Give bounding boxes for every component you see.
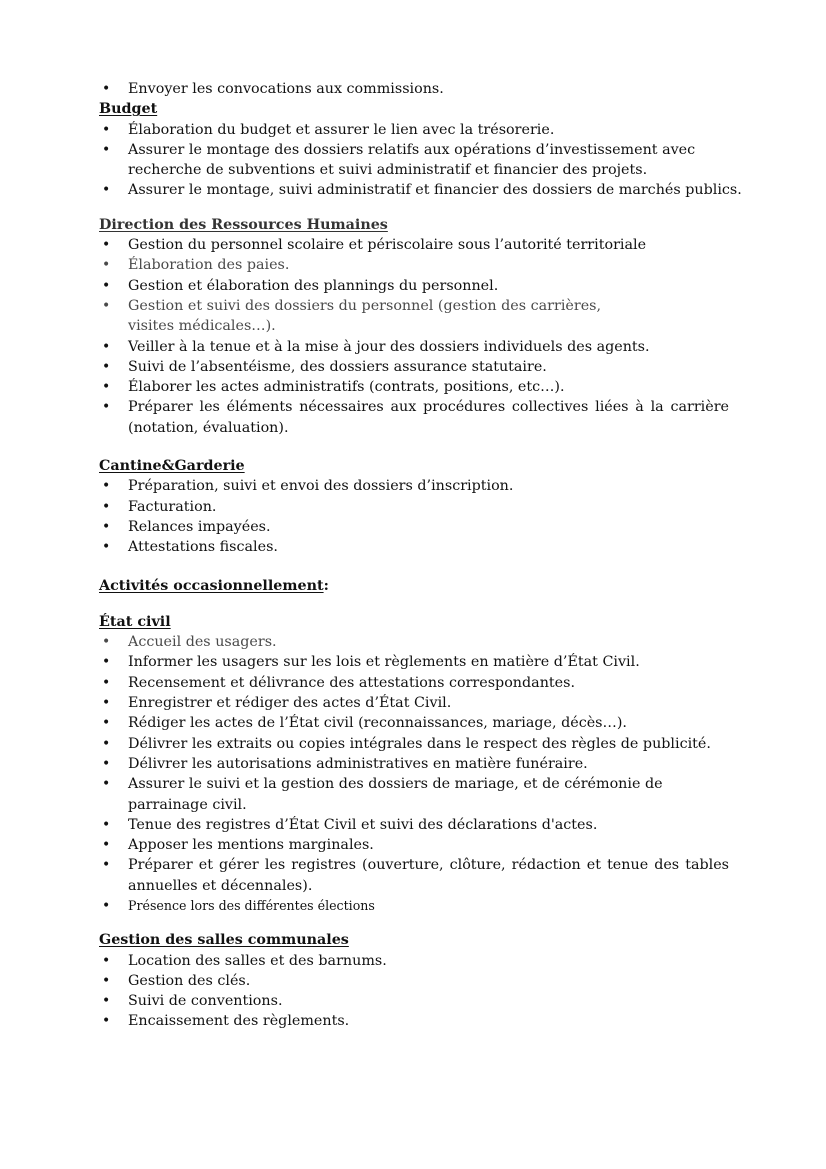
salles-list (99, 951, 729, 1032)
bullet-icon: • (102, 81, 111, 97)
list-item: • Préparer et gérer les registres (ouverture, clôture, rédaction et tenue des tables annuelles et décennales). (102, 857, 729, 894)
list-item: • Rédiger les actes de l’État civil (reconnaissances, mariage, décès…). (99, 713, 729, 733)
intro-list (99, 79, 729, 99)
bullet-icon: • (102, 952, 111, 969)
bullet-icon: • (102, 695, 111, 712)
list-item: • Apposer les mentions marginales. (99, 835, 729, 855)
list-item: • Relances impayées. (99, 517, 729, 537)
section-heading-etat-civil: État civil (99, 613, 171, 630)
bullet-icon: • (102, 634, 111, 651)
bullet-icon: • (102, 755, 111, 772)
etat-civil-list (99, 632, 729, 916)
list-item: • Présence lors des différentes élections (99, 896, 729, 916)
list-item: • Gestion et suivi des dossiers du personnel (gestion des carrières, visites médicales…). (102, 297, 602, 335)
bullet-icon: • (102, 498, 111, 515)
bullet-icon: • (102, 338, 111, 355)
bullet-icon: • (102, 297, 111, 314)
section-heading-rh: Direction des Ressources Humaines (99, 216, 388, 233)
bullet-icon: • (102, 857, 111, 874)
bullet-icon: • (102, 715, 111, 732)
bullet-icon: • (102, 399, 111, 416)
bullet-icon: • (102, 478, 111, 495)
list-item: • Envoyer les convocations aux commissions. (99, 79, 729, 99)
section-heading-cantine: Cantine&Garderie (99, 458, 245, 475)
bullet-icon: • (102, 257, 111, 274)
list-item: • Gestion des clés. (99, 971, 729, 991)
bullet-icon: • (102, 674, 111, 691)
bullet-icon: • (102, 972, 111, 989)
bullet-icon: • (102, 816, 111, 833)
bullet-icon: • (102, 182, 111, 199)
bullet-icon: • (102, 277, 111, 294)
list-item: • Tenue des registres d’État Civil et suivi des déclarations d'actes. (99, 815, 729, 835)
bullet-icon: • (102, 837, 111, 854)
section-heading-salles: Gestion des salles communales (99, 932, 349, 949)
bullet-icon: • (102, 776, 111, 793)
list-item: • Préparer les éléments nécessaires aux procédures collectives liées à la carrière (notation, évaluation). (102, 399, 729, 436)
list-item: • Suivi de conventions. (99, 991, 729, 1011)
list-item: • Location des salles et des barnums. (99, 951, 729, 971)
list-item: • Informer les usagers sur les lois et règlements en matière d’État Civil. (99, 652, 729, 672)
document-content (99, 79, 742, 1032)
list-item: • Assurer le montage des dossiers relatifs aux opérations d’investissement avec recherche de subventions et suivi administratif et financier des projets. (102, 141, 696, 179)
list-item: • Délivrer les autorisations administratives en matière funéraire. (99, 754, 729, 774)
list-item: • Enregistrer et rédiger des actes d’État Civil. (99, 693, 729, 713)
list-item: • Veiller à la tenue et à la mise à jour des dossiers individuels des agents. (99, 337, 729, 357)
bullet-icon: • (102, 539, 111, 556)
section-heading-budget: Budget (99, 101, 158, 118)
list-item: • Élaboration des paies. (99, 255, 729, 275)
bullet-icon: • (102, 358, 111, 375)
list-item: • Recensement et délivrance des attestations correspondantes. (99, 673, 729, 693)
bullet-icon: • (102, 897, 111, 914)
bullet-icon: • (102, 518, 111, 535)
list-item: • Accueil des usagers. (99, 632, 729, 652)
bullet-icon: • (102, 121, 111, 138)
rh-list (99, 235, 729, 438)
bullet-icon: • (102, 1013, 111, 1030)
bullet-icon: • (102, 379, 111, 396)
cantine-list (99, 476, 729, 557)
list-item: • Attestations fiscales. (99, 537, 729, 557)
list-item: • Gestion du personnel scolaire et périscolaire sous l’autorité territoriale (99, 235, 729, 255)
bullet-icon: • (102, 237, 111, 254)
bullet-icon: • (102, 993, 111, 1010)
section-heading-occasional: Activités occasionnellement: (99, 577, 329, 594)
list-item: • Délivrer les extraits ou copies intégrales dans le respect des règles de publicité. (99, 734, 729, 754)
list-item: • Encaissement des règlements. (99, 1011, 729, 1031)
bullet-icon: • (102, 735, 111, 752)
list-item: • Assurer le suivi et la gestion des dossiers de mariage, et de cérémonie de parrainage civil. (102, 776, 663, 813)
bullet-icon: • (102, 654, 111, 671)
list-item: • Élaborer les actes administratifs (contrats, positions, etc…). (99, 377, 729, 397)
list-item: • Assurer le montage, suivi administratif et financier des dossiers de marchés publics. (99, 180, 729, 200)
list-item: • Facturation. (99, 497, 729, 517)
budget-list (99, 120, 742, 201)
list-item: • Préparation, suivi et envoi des dossiers d’inscription. (99, 476, 729, 496)
list-item: • Élaboration du budget et assurer le lien avec la trésorerie. (99, 120, 729, 140)
bullet-icon: • (102, 141, 111, 158)
list-item: • Gestion et élaboration des plannings du personnel. (99, 276, 729, 296)
list-item: • Suivi de l’absentéisme, des dossiers assurance statutaire. (99, 357, 729, 377)
